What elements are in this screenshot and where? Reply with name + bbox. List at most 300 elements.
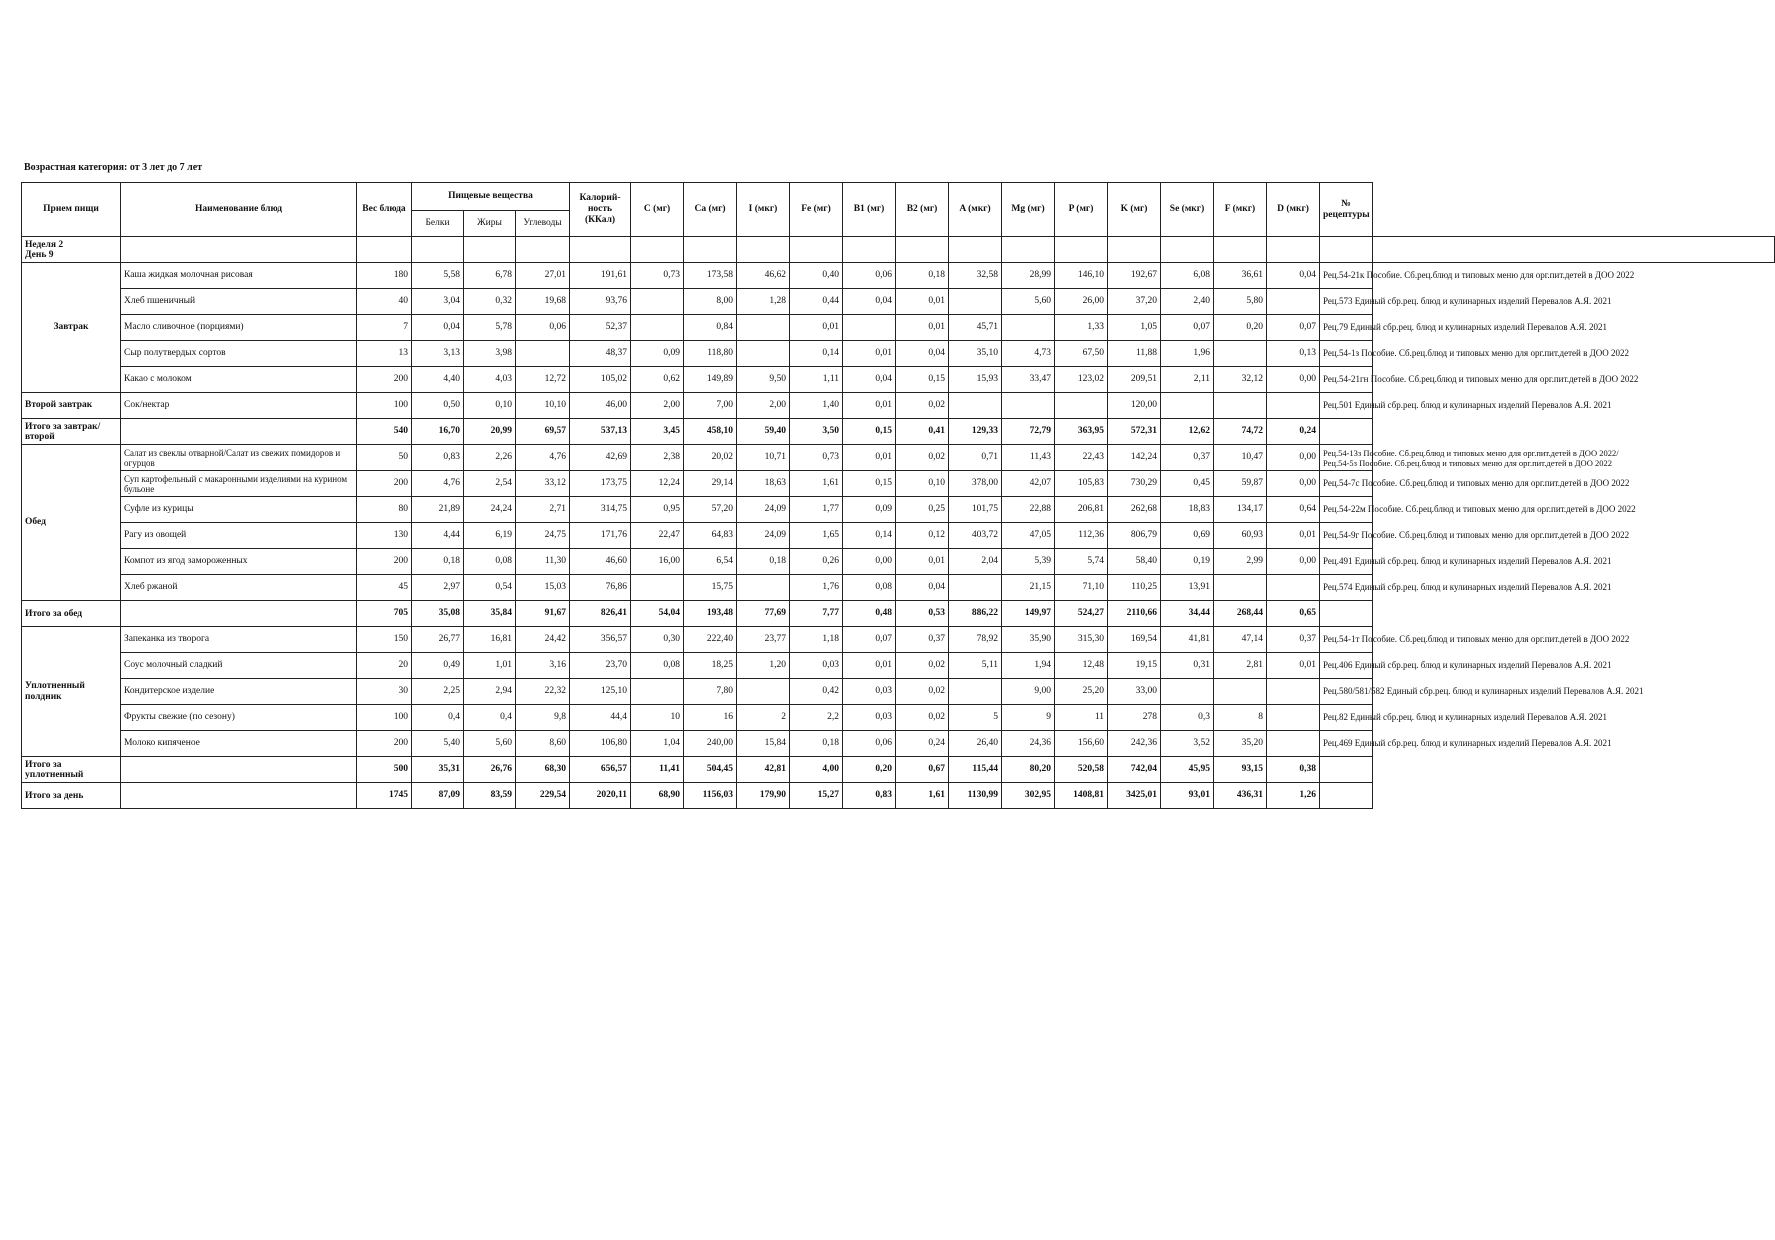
value-cell: 8,60 [516,731,570,757]
value-cell: 93,76 [570,289,631,315]
recipe-cell [1320,263,1635,289]
value-cell: 3,04 [412,289,464,315]
recipe-cell [1320,523,1630,549]
total-value-cell: 0,83 [843,783,896,809]
value-cell: 1,33 [1055,315,1108,341]
value-cell: 2,97 [412,575,464,601]
value-cell: 11,88 [1108,341,1161,367]
value-cell: 7 [357,315,412,341]
value-cell: 47,05 [1002,523,1055,549]
header-p: P (мг) [1055,183,1108,237]
value-cell: 18,25 [684,653,737,679]
value-cell: 0,18 [737,549,790,575]
value-cell: 0,01 [896,315,949,341]
table-row [22,705,1775,731]
total-value-cell: 500 [357,757,412,783]
value-cell: 24,09 [737,497,790,523]
day-label: День 9 [25,249,54,260]
value-cell: 209,51 [1108,367,1161,393]
value-cell: 134,17 [1214,497,1267,523]
value-cell: 5,40 [412,731,464,757]
value-cell: 200 [357,549,412,575]
value-cell: 192,67 [1108,263,1161,289]
value-cell [843,315,896,341]
value-cell: 3,13 [412,341,464,367]
value-cell: 32,58 [949,263,1002,289]
total-value-cell: 0,38 [1267,757,1320,783]
value-cell: 0,02 [896,445,949,471]
value-cell: 18,63 [737,471,790,497]
value-cell [1267,679,1320,705]
value-cell: 0,83 [412,445,464,471]
header-f: F (мкг) [1214,183,1267,237]
total-value-cell: 93,15 [1214,757,1267,783]
value-cell: 12,48 [1055,653,1108,679]
total-value-cell: 74,72 [1214,419,1267,445]
recipe-text: Рец.54-9г Пособие. Сб.рец.блюд и типовых меню для орг.пит.детей в ДОО 2022 [1323,530,1630,540]
recipe-cell [1320,653,1612,679]
value-cell: 35,20 [1214,731,1267,757]
value-cell [1267,393,1320,419]
value-cell: 44,4 [570,705,631,731]
value-cell: 0,13 [1267,341,1320,367]
dish-name-cell: Компот из ягод замороженных [121,549,357,575]
value-cell: 40 [357,289,412,315]
value-cell: 240,00 [684,731,737,757]
total-value-cell: 504,45 [684,757,737,783]
value-cell: 0,01 [1267,653,1320,679]
value-cell: 0,01 [843,653,896,679]
value-cell: 64,83 [684,523,737,549]
empty-cell [121,783,357,809]
table-row [22,523,1775,549]
value-cell: 0,14 [843,523,896,549]
value-cell: 0,18 [896,263,949,289]
value-cell [631,315,684,341]
value-cell: 0,08 [464,549,516,575]
value-cell: 2,00 [737,393,790,419]
total-label: Итого за день [22,783,121,809]
value-cell: 191,61 [570,263,631,289]
value-cell: 15,84 [737,731,790,757]
total-value-cell: 129,33 [949,419,1002,445]
value-cell: 2 [737,705,790,731]
value-cell: 0,25 [896,497,949,523]
value-cell: 0,00 [1267,471,1320,497]
value-cell: 3,16 [516,653,570,679]
recipe-cell [1320,679,1644,705]
total-value-cell: 16,70 [412,419,464,445]
value-cell: 1,01 [464,653,516,679]
total-value-cell: 87,09 [412,783,464,809]
value-cell: 1,96 [1161,341,1214,367]
value-cell: 24,24 [464,497,516,523]
value-cell [737,575,790,601]
value-cell: 206,81 [1055,497,1108,523]
value-cell: 173,58 [684,263,737,289]
value-cell: 2,99 [1214,549,1267,575]
total-value-cell: 0,67 [896,757,949,783]
value-cell [1002,393,1055,419]
total-value-cell: 35,31 [412,757,464,783]
value-cell: 24,42 [516,627,570,653]
value-cell: 730,29 [1108,471,1161,497]
value-cell: 105,83 [1055,471,1108,497]
value-cell: 19,68 [516,289,570,315]
value-cell: 0,71 [949,445,1002,471]
value-cell: 2,00 [631,393,684,419]
value-cell: 0,37 [896,627,949,653]
value-cell: 0,07 [843,627,896,653]
empty-cell [1320,783,1373,809]
value-cell: 806,79 [1108,523,1161,549]
recipe-cell [1320,627,1630,653]
value-cell: 35,90 [1002,627,1055,653]
table-row [22,367,1775,393]
value-cell: 0,15 [843,471,896,497]
value-cell: 45 [357,575,412,601]
value-cell [631,289,684,315]
total-value-cell: 886,22 [949,601,1002,627]
header-a: A (мкг) [949,183,1002,237]
value-cell: 76,86 [570,575,631,601]
value-cell [949,575,1002,601]
value-cell: 118,80 [684,341,737,367]
total-value-cell: 656,57 [570,757,631,783]
value-cell: 106,80 [570,731,631,757]
value-cell: 130 [357,523,412,549]
value-cell: 105,02 [570,367,631,393]
value-cell: 5,58 [412,263,464,289]
total-value-cell: 3,45 [631,419,684,445]
value-cell: 0,14 [790,341,843,367]
total-value-cell: 93,01 [1161,783,1214,809]
table-row [22,289,1775,315]
dish-name-cell: Запеканка из творога [121,627,357,653]
value-cell: 15,75 [684,575,737,601]
value-cell: 2,11 [1161,367,1214,393]
total-value-cell: 520,58 [1055,757,1108,783]
value-cell [949,679,1002,705]
value-cell: 125,10 [570,679,631,705]
value-cell: 0,95 [631,497,684,523]
dish-name-cell: Суфле из курицы [121,497,357,523]
value-cell: 0,00 [1267,549,1320,575]
total-value-cell: 12,62 [1161,419,1214,445]
total-value-cell: 0,65 [1267,601,1320,627]
value-cell: 0,37 [1161,445,1214,471]
total-value-cell: 0,53 [896,601,949,627]
header-fe: Fe (мг) [790,183,843,237]
value-cell: 11 [1055,705,1108,731]
total-value-cell: 1,61 [896,783,949,809]
age-category-caption: Возрастная категория: от 3 лет до 7 лет [24,162,203,173]
total-value-cell: 69,57 [516,419,570,445]
value-cell [631,679,684,705]
header-weight: Вес блюда [357,183,412,237]
value-cell: 20,02 [684,445,737,471]
week-day-row [22,237,1775,263]
value-cell: 46,62 [737,263,790,289]
value-cell: 6,19 [464,523,516,549]
meal-cell: Завтрак [22,263,121,393]
value-cell: 4,76 [516,445,570,471]
total-value-cell: 54,04 [631,601,684,627]
value-cell: 35,10 [949,341,1002,367]
value-cell [1214,679,1267,705]
total-label: Итого за уплотненный [22,757,121,783]
value-cell: 2,94 [464,679,516,705]
value-cell: 100 [357,705,412,731]
value-cell: 0,01 [843,393,896,419]
value-cell: 123,02 [1055,367,1108,393]
value-cell: 24,75 [516,523,570,549]
value-cell: 0,04 [843,289,896,315]
value-cell: 26,40 [949,731,1002,757]
value-cell: 0,06 [843,263,896,289]
value-cell: 2,54 [464,471,516,497]
total-row [22,757,1775,783]
value-cell: 78,92 [949,627,1002,653]
total-value-cell: 68,90 [631,783,684,809]
value-cell: 110,25 [1108,575,1161,601]
value-cell: 15,03 [516,575,570,601]
value-cell: 1,65 [790,523,843,549]
total-value-cell: 436,31 [1214,783,1267,809]
table-row [22,471,1775,497]
dish-name-cell: Хлеб ржаной [121,575,357,601]
total-value-cell: 26,76 [464,757,516,783]
value-cell: 0,03 [843,705,896,731]
recipe-cell [1320,731,1612,757]
recipe-text: Рец.469 Единый сбр.рец. блюд и кулинарных изделий Перевалов А.Я. 2021 [1323,738,1612,748]
value-cell: 29,14 [684,471,737,497]
value-cell: 33,12 [516,471,570,497]
recipe-text: Рец.82 Единый сбр.рец. блюд и кулинарных изделий Перевалов А.Я. 2021 [1323,712,1607,722]
value-cell: 1,94 [1002,653,1055,679]
value-cell: 0,09 [631,341,684,367]
total-value-cell: 572,31 [1108,419,1161,445]
value-cell: 0,01 [790,315,843,341]
dish-name-cell: Каша жидкая молочная рисовая [121,263,357,289]
value-cell: 60,93 [1214,523,1267,549]
value-cell: 2,25 [412,679,464,705]
total-value-cell: 20,99 [464,419,516,445]
header-ca: Ca (мг) [684,183,737,237]
dish-name-cell: Какао с молоком [121,367,357,393]
total-value-cell: 3425,01 [1108,783,1161,809]
value-cell: 5,39 [1002,549,1055,575]
recipe-cell [1320,497,1636,523]
recipe-text: Рец.54-13з Пособие. Сб.рец.блюд и типовых меню для орг.пит.детей в ДОО 2022/ [1323,447,1619,458]
table-row [22,575,1775,601]
value-cell: 2,26 [464,445,516,471]
value-cell: 378,00 [949,471,1002,497]
value-cell: 2,38 [631,445,684,471]
value-cell: 0,50 [412,393,464,419]
value-cell: 22,32 [516,679,570,705]
total-value-cell: 34,44 [1161,601,1214,627]
value-cell: 12,24 [631,471,684,497]
recipe-text: Рец.580/581/582 Единый сбр.рец. блюд и кулинарных изделий Перевалов А.Я. 2021 [1323,686,1644,696]
value-cell: 0,32 [464,289,516,315]
header-k: K (мг) [1108,183,1161,237]
week-label: Неделя 2 [25,239,64,250]
value-cell: 21,15 [1002,575,1055,601]
value-cell: 4,44 [412,523,464,549]
table-row [22,445,1775,471]
recipe-text: Рец.54-1з Пособие. Сб.рец.блюд и типовых меню для орг.пит.детей в ДОО 2022 [1323,348,1629,358]
value-cell: 28,99 [1002,263,1055,289]
empty-cell [121,757,357,783]
total-row [22,419,1775,445]
header-carbs: Углеводы [516,211,570,237]
value-cell: 20 [357,653,412,679]
recipe-text: Рец.54-21к Пособие. Сб.рец.блюд и типовых меню для орг.пит.детей в ДОО 2022 [1323,270,1635,280]
value-cell: 112,36 [1055,523,1108,549]
value-cell: 9,8 [516,705,570,731]
total-value-cell: 77,69 [737,601,790,627]
value-cell: 0,40 [790,263,843,289]
value-cell: 1,61 [790,471,843,497]
value-cell: 0,04 [843,367,896,393]
value-cell: 9,00 [1002,679,1055,705]
total-value-cell: 91,67 [516,601,570,627]
value-cell: 5,74 [1055,549,1108,575]
header-recipe: № рецептуры [1320,183,1373,237]
value-cell: 5,11 [949,653,1002,679]
value-cell: 0,02 [896,679,949,705]
recipe-text: Рец.79 Единый сбр.рец. блюд и кулинарных изделий Перевалов А.Я. 2021 [1323,322,1607,332]
table-row [22,627,1775,653]
value-cell: 42,69 [570,445,631,471]
header-b2: B2 (мг) [896,183,949,237]
value-cell: 156,60 [1055,731,1108,757]
value-cell: 278 [1108,705,1161,731]
value-cell: 149,89 [684,367,737,393]
value-cell: 0,04 [896,341,949,367]
recipe-text: Рец.54-1т Пособие. Сб.рец.блюд и типовых меню для орг.пит.детей в ДОО 2022 [1323,634,1630,644]
total-value-cell: 540 [357,419,412,445]
value-cell: 180 [357,263,412,289]
dish-name-cell: Фрукты свежие (по сезону) [121,705,357,731]
value-cell: 4,40 [412,367,464,393]
value-cell: 0,02 [896,705,949,731]
value-cell: 3,52 [1161,731,1214,757]
total-value-cell: 742,04 [1108,757,1161,783]
value-cell: 150 [357,627,412,653]
value-cell: 58,40 [1108,549,1161,575]
total-value-cell: 1,26 [1267,783,1320,809]
total-value-cell: 7,77 [790,601,843,627]
value-cell: 10,47 [1214,445,1267,471]
total-label: Итого за обед [22,601,121,627]
value-cell: 12,72 [516,367,570,393]
total-value-cell: 59,40 [737,419,790,445]
value-cell: 23,70 [570,653,631,679]
recipe-cell [1320,445,1619,471]
total-value-cell: 0,24 [1267,419,1320,445]
total-value-cell: 115,44 [949,757,1002,783]
value-cell: 0,30 [631,627,684,653]
table-row [22,497,1775,523]
dish-name-cell: Масло сливочное (порциями) [121,315,357,341]
value-cell [1002,315,1055,341]
total-value-cell: 458,10 [684,419,737,445]
dish-name-cell: Рагу из овощей [121,523,357,549]
recipe-text: Рец.54-22м Пособие. Сб.рец.блюд и типовых меню для орг.пит.детей в ДОО 2022 [1323,504,1636,514]
total-value-cell: 0,48 [843,601,896,627]
value-cell: 67,50 [1055,341,1108,367]
value-cell: 0,18 [412,549,464,575]
total-value-cell: 1408,81 [1055,783,1108,809]
total-value-cell: 0,41 [896,419,949,445]
table-row [22,549,1775,575]
table-row [22,263,1775,289]
value-cell [1214,393,1267,419]
value-cell: 0,45 [1161,471,1214,497]
dish-name-cell: Сок/нектар [121,393,357,419]
value-cell: 4,76 [412,471,464,497]
header-mg: Mg (мг) [1002,183,1055,237]
header-c: C (мг) [631,183,684,237]
total-value-cell: 268,44 [1214,601,1267,627]
empty-cell [121,419,357,445]
value-cell: 314,75 [570,497,631,523]
value-cell: 3,98 [464,341,516,367]
value-cell: 0,01 [843,341,896,367]
total-value-cell: 1156,03 [684,783,737,809]
value-cell: 200 [357,367,412,393]
value-cell: 0,69 [1161,523,1214,549]
value-cell: 11,30 [516,549,570,575]
value-cell: 315,30 [1055,627,1108,653]
total-value-cell: 72,79 [1002,419,1055,445]
dish-name-cell: Молоко кипяченое [121,731,357,757]
value-cell: 0,02 [896,393,949,419]
value-cell: 171,76 [570,523,631,549]
recipe-cell [1320,471,1630,497]
value-cell: 242,36 [1108,731,1161,757]
value-cell: 0,20 [1214,315,1267,341]
total-value-cell: 1745 [357,783,412,809]
value-cell: 0,10 [896,471,949,497]
value-cell: 200 [357,731,412,757]
dish-name-cell: Салат из свеклы отварной/Салат из свежих помидоров и огурцов [121,445,357,471]
value-cell: 0,31 [1161,653,1214,679]
value-cell: 100 [357,393,412,419]
total-row [22,601,1775,627]
value-cell [1267,289,1320,315]
value-cell: 45,71 [949,315,1002,341]
meal-cell: Уплотненный полдник [22,627,121,757]
value-cell: 16 [684,705,737,731]
value-cell: 0,73 [790,445,843,471]
value-cell: 1,77 [790,497,843,523]
header-dish: Наименование блюд [121,183,357,237]
recipe-cell [1320,289,1612,315]
total-value-cell: 524,27 [1055,601,1108,627]
recipe-text: Рец.406 Единый сбр.рец. блюд и кулинарных изделий Перевалов А.Я. 2021 [1323,660,1612,670]
value-cell: 1,04 [631,731,684,757]
value-cell: 25,20 [1055,679,1108,705]
value-cell: 33,47 [1002,367,1055,393]
dish-name-cell: Кондитерское изделие [121,679,357,705]
value-cell: 6,54 [684,549,737,575]
value-cell: 2,71 [516,497,570,523]
header-d: D (мкг) [1267,183,1320,237]
value-cell: 2,81 [1214,653,1267,679]
